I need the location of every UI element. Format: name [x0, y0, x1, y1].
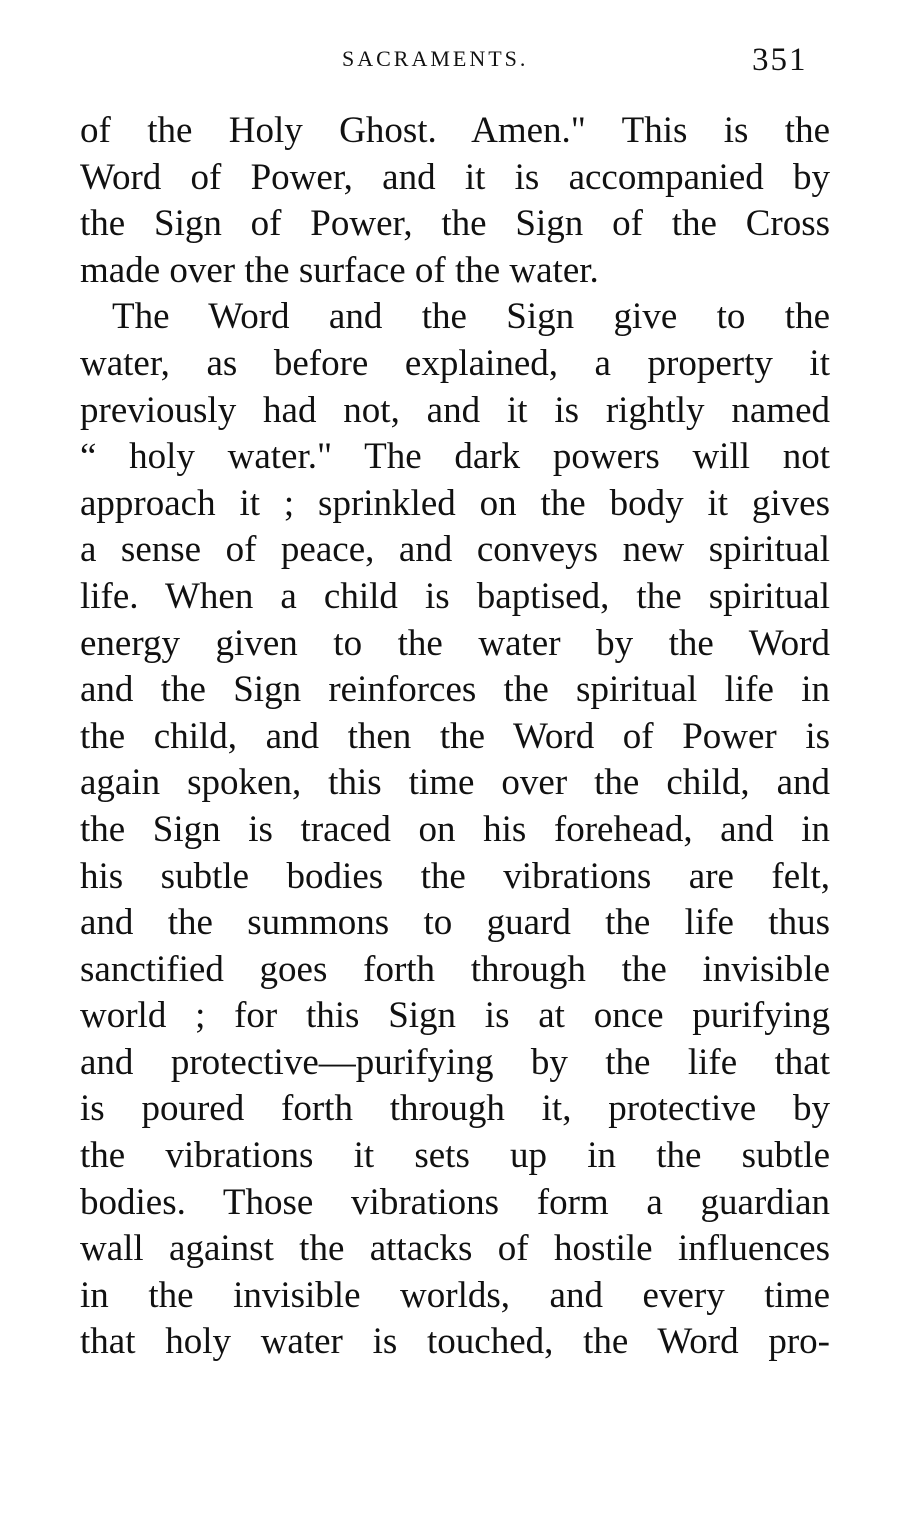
text-line: in the invisible worlds, and every time — [80, 1274, 830, 1316]
running-head — [0, 40, 900, 90]
text-line: the vibrations it sets up in the subtle — [80, 1135, 830, 1177]
text-line: wall against the attacks of hostile influences — [80, 1228, 830, 1270]
text-line: bodies. Those vibrations form a guardian — [80, 1181, 830, 1223]
text-line: “ holy water." The dark powers will not — [80, 436, 830, 478]
text-line: life. When a child is baptised, the spiritual — [80, 575, 830, 617]
text-line: a sense of peace, and conveys new spiritual — [80, 529, 830, 571]
text-line: and the summons to guard the life thus — [80, 902, 830, 944]
text-line: and protective—purifying by the life that — [80, 1041, 830, 1083]
text-line: the Sign is traced on his forehead, and in — [80, 808, 830, 850]
page-number: 351 — [752, 42, 808, 78]
text-line: made over the surface of the water. — [80, 249, 599, 291]
text-line: the Sign of Power, the Sign of the Cross — [80, 203, 830, 245]
text-line: approach it ; sprinkled on the body it gives — [80, 482, 830, 524]
text-line: sanctified goes forth through the invisible — [80, 948, 830, 990]
text-line: energy given to the water by the Word — [80, 622, 830, 664]
text-line: the child, and then the Word of Power is — [80, 715, 830, 757]
text-line: his subtle bodies the vibrations are felt, — [80, 855, 830, 897]
text-line: world ; for this Sign is at once purifying — [80, 995, 830, 1037]
text-line: previously had not, and it is rightly named — [80, 389, 830, 431]
text-line: is poured forth through it, protective by — [80, 1088, 830, 1130]
text-line: of the Holy Ghost. Amen." This is the — [80, 110, 830, 151]
text-line: water, as before explained, a property it — [80, 342, 830, 384]
text-line: and the Sign reinforces the spiritual life in — [80, 669, 830, 711]
text-line: Word of Power, and it is accompanied by — [80, 156, 830, 198]
text-line: that holy water is touched, the Word pro- — [80, 1321, 830, 1363]
text-line: again spoken, this time over the child, and — [80, 762, 830, 804]
running-title: SACRAMENTS. — [342, 46, 529, 71]
paragraph-start-line: The Word and the Sign give to the — [112, 296, 830, 338]
body-text — [80, 108, 830, 1366]
